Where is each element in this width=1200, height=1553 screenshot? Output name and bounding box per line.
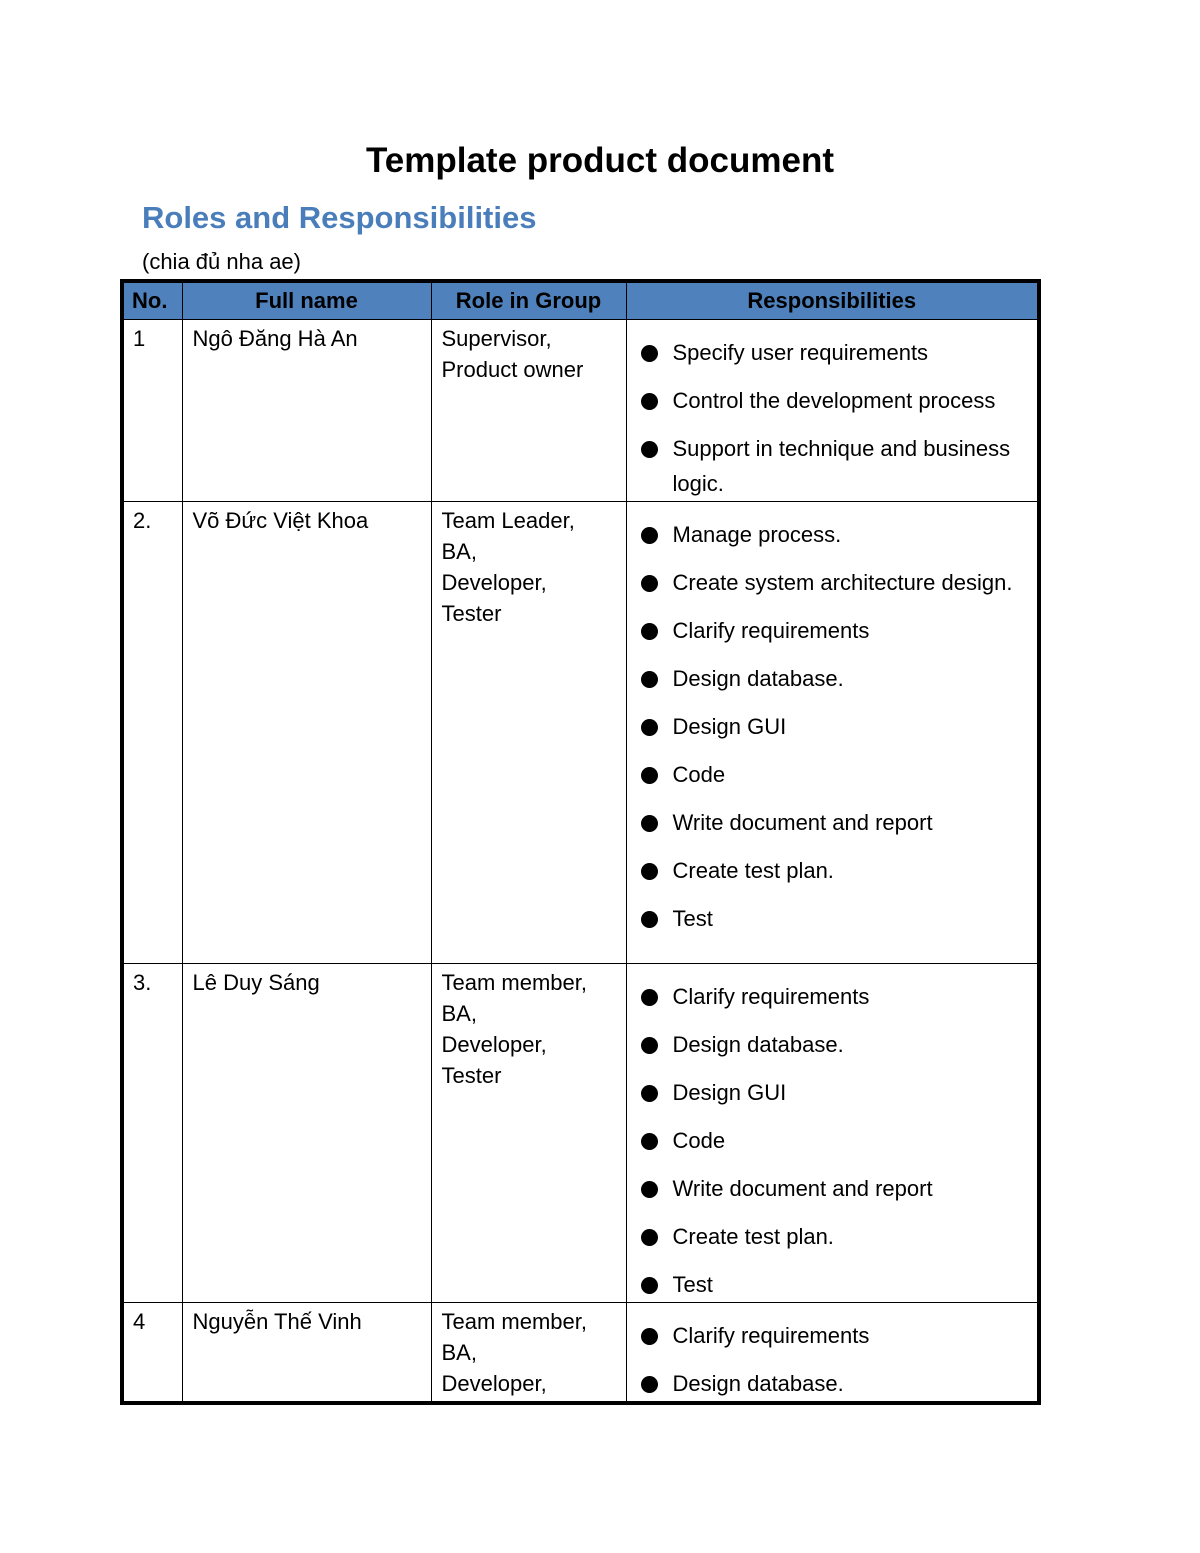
responsibility-item: Code bbox=[637, 1123, 1028, 1158]
role-line: Product owner bbox=[441, 357, 584, 382]
cell-full-name: Nguyễn Thế Vinh bbox=[182, 1303, 431, 1404]
cell-full-name: Võ Đức Việt Khoa bbox=[182, 502, 431, 964]
cell-full-name: Lê Duy Sáng bbox=[182, 964, 431, 1303]
table-header-row bbox=[122, 281, 1039, 320]
responsibility-item: Support in technique and business logic. bbox=[637, 431, 1028, 501]
document-title: Template product document bbox=[366, 141, 834, 180]
cell-role bbox=[431, 964, 626, 1303]
header-role: Role in Group bbox=[431, 281, 626, 320]
role-line: BA, bbox=[441, 1001, 477, 1026]
responsibility-item: Test bbox=[637, 1267, 1028, 1302]
cell-responsibilities bbox=[626, 502, 1039, 964]
responsibility-item: Design GUI bbox=[637, 1075, 1028, 1110]
role-line: Tester bbox=[441, 601, 502, 626]
header-no: No. bbox=[122, 281, 182, 320]
cell-role bbox=[431, 1303, 626, 1404]
note-text: (chia đủ nha ae) bbox=[142, 249, 301, 274]
responsibility-item: Design database. bbox=[637, 1366, 1028, 1401]
cell-responsibilities bbox=[626, 1303, 1039, 1404]
cell-role bbox=[431, 320, 626, 502]
responsibility-item: Design database. bbox=[637, 661, 1028, 696]
responsibility-item: Manage process. bbox=[637, 517, 1028, 552]
table-row bbox=[122, 1303, 1039, 1404]
cell-no: 3. bbox=[122, 964, 182, 1303]
header-full-name: Full name bbox=[182, 281, 431, 320]
table-row bbox=[122, 502, 1039, 964]
role-line: Team member, bbox=[441, 1309, 587, 1334]
responsibility-item: Clarify requirements bbox=[637, 613, 1028, 648]
role-line: Developer, bbox=[441, 1032, 547, 1057]
responsibility-item: Design GUI bbox=[637, 709, 1028, 744]
responsibility-list bbox=[637, 1306, 1028, 1401]
responsibility-item: Code bbox=[637, 757, 1028, 792]
responsibility-item: Test bbox=[637, 901, 1028, 936]
role-line: Supervisor, bbox=[441, 326, 552, 351]
responsibility-item: Create system architecture design. bbox=[637, 565, 1028, 600]
responsibility-item: Create test plan. bbox=[637, 853, 1028, 888]
role-line: BA, bbox=[441, 539, 477, 564]
responsibility-item: Clarify requirements bbox=[637, 1318, 1028, 1353]
table-row bbox=[122, 320, 1039, 502]
role-line: Developer, bbox=[441, 570, 547, 595]
cell-role bbox=[431, 502, 626, 964]
cell-no: 1 bbox=[122, 320, 182, 502]
cell-responsibilities bbox=[626, 964, 1039, 1303]
responsibility-list bbox=[637, 323, 1028, 501]
responsibility-item: Clarify requirements bbox=[637, 979, 1028, 1014]
responsibility-item: Create test plan. bbox=[637, 1219, 1028, 1254]
section-heading: Roles and Responsibilities bbox=[142, 200, 537, 235]
cell-no: 4 bbox=[122, 1303, 182, 1404]
role-line: Tester bbox=[441, 1063, 502, 1088]
role-line: BA, bbox=[441, 1340, 477, 1365]
role-line: Team member, bbox=[441, 970, 587, 995]
responsibility-item: Control the development process bbox=[637, 383, 1028, 418]
header-responsibilities: Responsibilities bbox=[626, 281, 1039, 320]
role-line: Developer, bbox=[441, 1371, 547, 1396]
responsibility-item: Write document and report bbox=[637, 805, 1028, 840]
cell-full-name: Ngô Đăng Hà An bbox=[182, 320, 431, 502]
responsibility-list bbox=[637, 505, 1028, 936]
cell-responsibilities bbox=[626, 320, 1039, 502]
responsibility-item: Write document and report bbox=[637, 1171, 1028, 1206]
role-line: Team Leader, bbox=[441, 508, 575, 533]
table-row bbox=[122, 964, 1039, 1303]
roles-table bbox=[120, 279, 1041, 1405]
responsibility-list bbox=[637, 967, 1028, 1302]
responsibility-item: Specify user requirements bbox=[637, 335, 1028, 370]
responsibility-item: Design database. bbox=[637, 1027, 1028, 1062]
cell-no: 2. bbox=[122, 502, 182, 964]
